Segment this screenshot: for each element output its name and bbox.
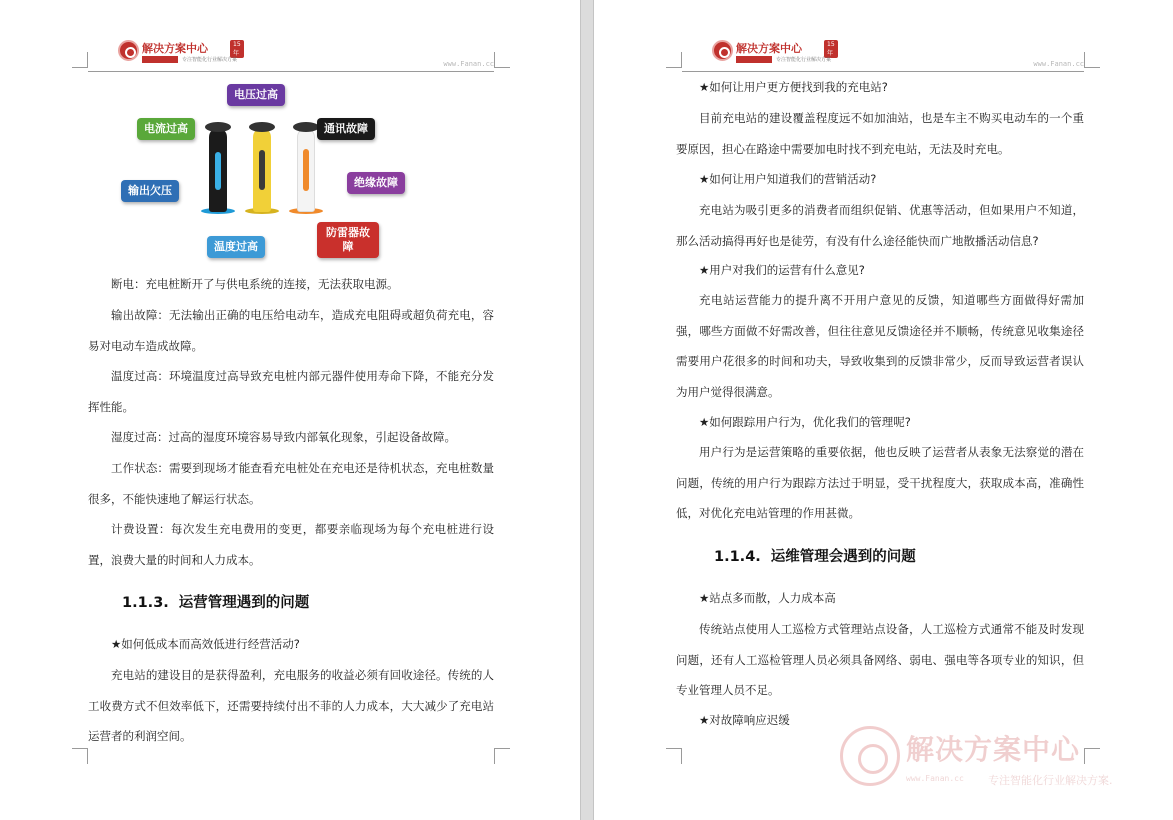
- logo-icon: [712, 40, 733, 61]
- crop-mark: [494, 748, 510, 764]
- logo-tagline: 专注智能化行业解决方案: [776, 57, 832, 63]
- fault-over-temperature: 温度过高: [207, 236, 265, 258]
- header-url: www.Fanan.cc: [443, 60, 494, 68]
- paragraph: 充电站的建设目的是获得盈利，充电服务的收益必须有回收途径。传统的人工收费方式不但效率低下，还需要持续付出不菲的人力成本，大大减少了充电站运营者的利润空间。: [88, 668, 494, 743]
- section-heading-1-1-3: [122, 591, 309, 612]
- logo-title: 解决方案中心: [142, 42, 208, 55]
- paragraph: 断电：充电桩断开了与供电系统的连接，无法获取电源。: [111, 277, 399, 291]
- question-line: ★如何让用户更方便找到我的充电站?: [699, 80, 888, 94]
- heading-number: 1.1.4.: [714, 549, 761, 565]
- fault-overvoltage: 电压过高: [227, 84, 285, 106]
- heading-number: 1.1.3.: [122, 595, 169, 611]
- fault-lightning-arrester: 防雷器故障: [317, 222, 379, 258]
- crop-mark: [72, 748, 88, 764]
- charging-pole-black: [209, 128, 227, 212]
- document-page-right: [594, 0, 1173, 820]
- page-header: [682, 38, 1084, 72]
- paragraph: 温度过高：环境温度过高导致充电桩内部元器件使用寿命下降，不能充分发挥性能。: [88, 369, 494, 414]
- paragraph: 用户行为是运营策略的重要依据，他也反映了运营者从表象无法察觉的潜在问题，传统的用户行为跟踪方法过于明显，受干扰程度大，获取成本高，准确性低，对优化充电站管理的作用甚微。: [676, 445, 1084, 520]
- paragraph: 充电站为吸引更多的消费者而组织促销、优惠等活动，但如果用户不知道，那么活动搞得再好也是徒劳，有没有什么途径能快而广地散播活动信息?: [676, 203, 1084, 248]
- section-heading-1-1-4: [714, 545, 916, 566]
- question-line: ★用户对我们的运营有什么意见?: [699, 263, 865, 277]
- crop-mark: [494, 52, 510, 68]
- document-page-left: [0, 0, 580, 820]
- crop-mark: [72, 52, 88, 68]
- question-line: ★对故障响应迟缓: [699, 713, 790, 727]
- watermark-tagline: 专注智能化行业解决方案.: [988, 774, 1113, 787]
- question-line: ★如何让用户知道我们的营销活动?: [699, 172, 877, 186]
- logo-tagline: 专注智能化行业解决方案: [182, 57, 238, 63]
- crop-mark: [1084, 52, 1100, 68]
- page-header: [88, 38, 494, 72]
- charging-pole-white: [297, 128, 315, 212]
- logo-badge: 15年: [230, 40, 244, 58]
- fault-overcurrent: 电流过高: [137, 118, 195, 140]
- fault-insulation: 绝缘故障: [347, 172, 405, 194]
- paragraph: 湿度过高：过高的湿度环境容易导致内部氧化现象，引起设备故障。: [111, 430, 456, 444]
- question-line: ★如何跟踪用户行为，优化我们的管理呢?: [699, 415, 911, 429]
- charging-pole-yellow: [253, 128, 271, 212]
- logo-wordmark: [736, 56, 772, 63]
- header-rule: [88, 71, 494, 72]
- crop-mark: [666, 748, 682, 764]
- question-line: ★如何低成本而高效低进行经营活动?: [111, 637, 300, 651]
- fault-communication: 通讯故障: [317, 118, 375, 140]
- paragraph: 充电站运营能力的提升离不开用户意见的反馈，知道哪些方面做得好需加强，哪些方面做不好需改善，但往往意见反馈途径并不顺畅，传统意见收集途径需要用户花很多的时间和功夫，导致收集到的反馈非常少，反而导致运营者误认为用户觉得很满意。: [676, 293, 1084, 399]
- question-line: ★站点多而散，人力成本高: [699, 591, 836, 605]
- heading-title: 运营管理遇到的问题: [178, 595, 310, 611]
- paragraph: 工作状态：需要到现场才能查看充电桩处在充电还是待机状态，充电桩数量很多，不能快速地了解运行状态。: [88, 461, 494, 506]
- watermark-logo-icon: [840, 726, 900, 786]
- watermark: [840, 720, 1160, 810]
- logo-wordmark: [142, 56, 178, 63]
- pole-cap: [205, 122, 231, 132]
- paragraph: 传统站点使用人工巡检方式管理站点设备，人工巡检方式通常不能及时发现问题，还有人工巡检管理人员必须具备网络、弱电、强电等各项专业的知识，但专业管理人员不足。: [676, 622, 1084, 697]
- page-gutter: [580, 0, 594, 820]
- pole-cap: [249, 122, 275, 132]
- watermark-title: 解决方案中心: [906, 733, 1081, 766]
- logo-icon: [118, 40, 139, 61]
- crop-mark: [666, 52, 682, 68]
- paragraph: 目前充电站的建设覆盖程度远不如加油站，也是车主不购买电动车的一个重要原因，担心在路途中需要加电时找不到充电站，无法及时充电。: [676, 111, 1084, 156]
- header-url: www.Fanan.cc: [1033, 60, 1084, 68]
- paragraph: 计费设置：每次发生充电费用的变更，都要亲临现场为每个充电桩进行设置，浪费大量的时间和人力成本。: [88, 522, 494, 567]
- paragraph: 输出故障：无法输出正确的电压给电动车，造成充电阻碍或超负荷充电，容易对电动车造成故障。: [88, 308, 494, 353]
- charging-fault-illustration: [115, 80, 415, 258]
- pole-cap: [293, 122, 319, 132]
- logo-title: 解决方案中心: [736, 42, 802, 55]
- heading-title: 运维管理会遇到的问题: [770, 549, 916, 565]
- fault-undervoltage: 输出欠压: [121, 180, 179, 202]
- logo-badge: 15年: [824, 40, 838, 58]
- watermark-url: www.Fanan.cc: [906, 774, 964, 783]
